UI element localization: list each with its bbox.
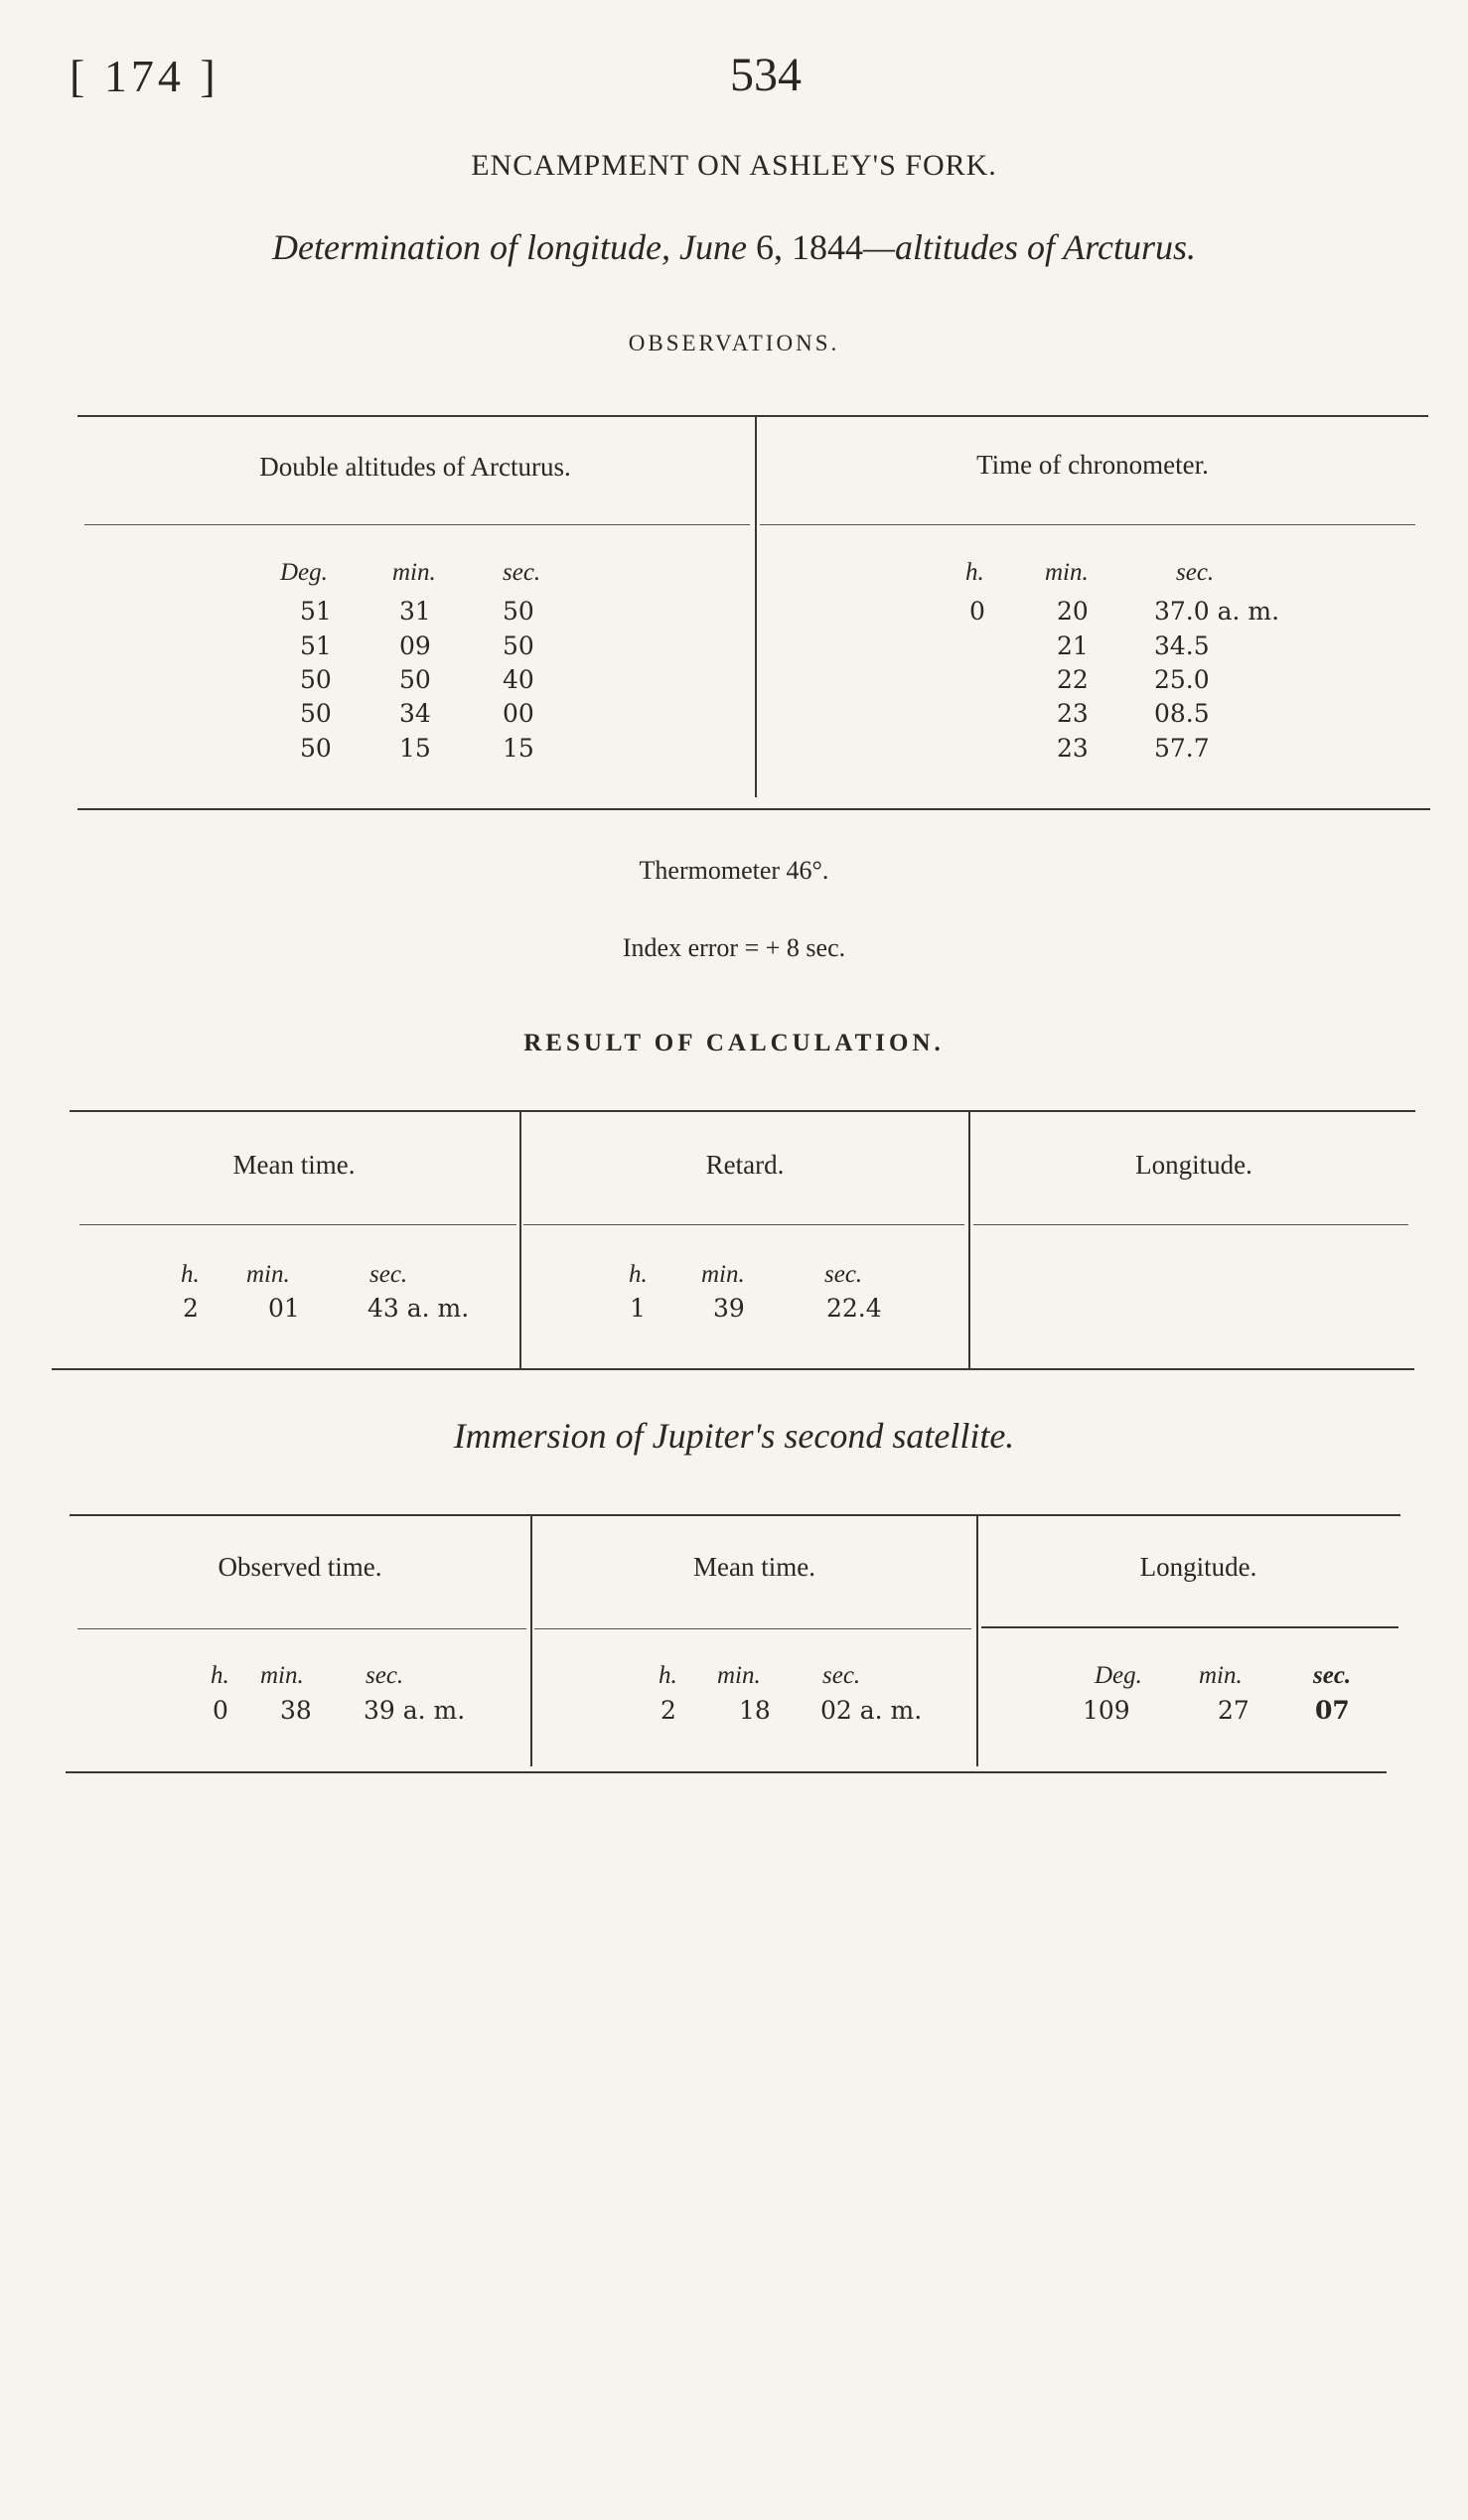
jupiter-header-rule-2 (534, 1628, 971, 1629)
retard-h: 1 (630, 1294, 646, 1323)
obs-tmin: 23 (1057, 734, 1089, 763)
index-error-note: Index error = + 8 sec. (622, 933, 846, 962)
obs-min: 09 (399, 631, 431, 660)
obs-deg: 51 (300, 597, 332, 626)
page-number: 534 (730, 49, 802, 101)
unit-h: h. (965, 559, 984, 586)
unit-sec: sec. (824, 1261, 863, 1288)
unit-min: min. (260, 1662, 304, 1689)
unit-h: h. (211, 1662, 229, 1689)
mean-sec: 43 a. m. (367, 1294, 470, 1323)
result-header-rule-1 (79, 1224, 516, 1225)
jupiter-header-rule-3 (981, 1626, 1398, 1628)
obs-header-rule-left (84, 524, 750, 525)
page-subtitle (0, 226, 1468, 268)
obs-sec: 00 (503, 699, 534, 728)
obs-top-rule (77, 415, 1428, 417)
jupiter-heading: Immersion of Jupiter's second satellite. (453, 1416, 1015, 1456)
jupiter-mean-sec: 02 a. m. (820, 1696, 923, 1725)
unit-sec: sec. (366, 1662, 404, 1689)
jupiter-units-row (0, 1662, 1468, 1692)
observations-label: OBSERVATIONS. (628, 331, 840, 355)
jupiter-col-header-observed-time: Observed time. (218, 1552, 382, 1582)
obs-sec: 50 (503, 631, 534, 660)
mean-min: 01 (268, 1294, 300, 1323)
unit-min: min. (1199, 1662, 1243, 1689)
result-values-row (0, 1294, 1468, 1324)
obs-tsec: 08.5 (1154, 699, 1210, 728)
subtitle-part-3: 6, 1844 (746, 227, 863, 267)
obs-tmin: 21 (1057, 631, 1089, 660)
jupiter-header-rule-1 (77, 1628, 526, 1629)
obs-row (0, 597, 1468, 627)
obs-sec: 15 (503, 734, 534, 763)
jupiter-bottom-rule (66, 1771, 1387, 1773)
unit-sec: sec. (822, 1662, 861, 1689)
unit-h: h. (659, 1662, 677, 1689)
unit-min: min. (717, 1662, 761, 1689)
unit-h: h. (629, 1261, 648, 1288)
observed-min: 38 (280, 1696, 312, 1725)
obs-tmin: 23 (1057, 699, 1089, 728)
result-header-rule-3 (973, 1224, 1408, 1225)
retard-min: 39 (713, 1294, 745, 1323)
bracket-page-number: [ 174 ] (70, 51, 220, 101)
obs-h: 0 (969, 597, 985, 626)
result-col-header-retard: Retard. (705, 1150, 785, 1180)
subtitle-part-1: Determination of longitude, (272, 227, 679, 267)
obs-row (0, 699, 1468, 729)
page-title: ENCAMPMENT ON ASHLEY'S FORK. (471, 149, 997, 182)
retard-sec: 22.4 (826, 1294, 882, 1323)
longitude-min: 27 (1218, 1696, 1249, 1725)
unit-tmin: min. (1045, 559, 1089, 586)
unit-sec: sec. (369, 1261, 408, 1288)
jupiter-mean-min: 18 (739, 1696, 771, 1725)
obs-col-header-altitudes: Double altitudes of Arcturus. (259, 452, 571, 482)
unit-deg: Deg. (1095, 1662, 1142, 1689)
unit-min: min. (246, 1261, 290, 1288)
unit-min: min. (392, 559, 436, 586)
result-label: RESULT OF CALCULATION. (523, 1030, 945, 1056)
jupiter-col-header-mean-time: Mean time. (693, 1552, 815, 1582)
observed-h: 0 (213, 1696, 228, 1725)
obs-units-row (0, 559, 1468, 589)
result-top-rule (70, 1110, 1415, 1112)
mean-h: 2 (183, 1294, 199, 1323)
jupiter-mean-h: 2 (661, 1696, 676, 1725)
obs-row (0, 665, 1468, 695)
obs-tsec: 37.0 a. m. (1154, 597, 1280, 626)
jupiter-values-row (0, 1696, 1468, 1726)
subtitle-part-4: —altitudes of Arcturus. (862, 227, 1196, 267)
obs-tmin: 20 (1057, 597, 1089, 626)
unit-tsec: sec. (1176, 559, 1215, 586)
result-header-rule-2 (523, 1224, 964, 1225)
obs-deg: 50 (300, 665, 332, 694)
obs-min: 50 (399, 665, 431, 694)
obs-tmin: 22 (1057, 665, 1089, 694)
obs-sec: 40 (503, 665, 534, 694)
longitude-deg: 109 (1083, 1696, 1130, 1725)
unit-h: h. (181, 1261, 200, 1288)
obs-deg: 51 (300, 631, 332, 660)
longitude-sec: 07 (1315, 1696, 1350, 1725)
obs-min: 31 (399, 597, 431, 626)
result-col-header-mean-time: Mean time. (232, 1150, 356, 1180)
obs-row (0, 734, 1468, 764)
obs-row (0, 631, 1468, 661)
obs-deg: 50 (300, 734, 332, 763)
obs-min: 15 (399, 734, 431, 763)
unit-deg: Deg. (280, 559, 328, 586)
obs-tsec: 34.5 (1154, 631, 1210, 660)
obs-header-rule-right (760, 524, 1415, 525)
jupiter-top-rule (70, 1514, 1400, 1516)
unit-sec: sec. (503, 559, 541, 586)
obs-deg: 50 (300, 699, 332, 728)
obs-tsec: 25.0 (1154, 665, 1210, 694)
result-col-header-longitude: Longitude. (1135, 1150, 1252, 1180)
obs-bottom-rule (77, 808, 1430, 810)
obs-col-header-chronometer: Time of chronometer. (976, 450, 1209, 480)
jupiter-col-header-longitude: Longitude. (1139, 1552, 1257, 1582)
obs-min: 34 (399, 699, 431, 728)
unit-min: min. (701, 1261, 745, 1288)
obs-sec: 50 (503, 597, 534, 626)
result-bottom-rule (52, 1368, 1414, 1370)
subtitle-part-2: June (678, 227, 747, 267)
result-units-row (0, 1261, 1468, 1291)
obs-tsec: 57.7 (1154, 734, 1210, 763)
observed-sec: 39 a. m. (364, 1696, 466, 1725)
thermometer-note: Thermometer 46°. (639, 856, 829, 885)
unit-sec: sec. (1313, 1662, 1352, 1689)
